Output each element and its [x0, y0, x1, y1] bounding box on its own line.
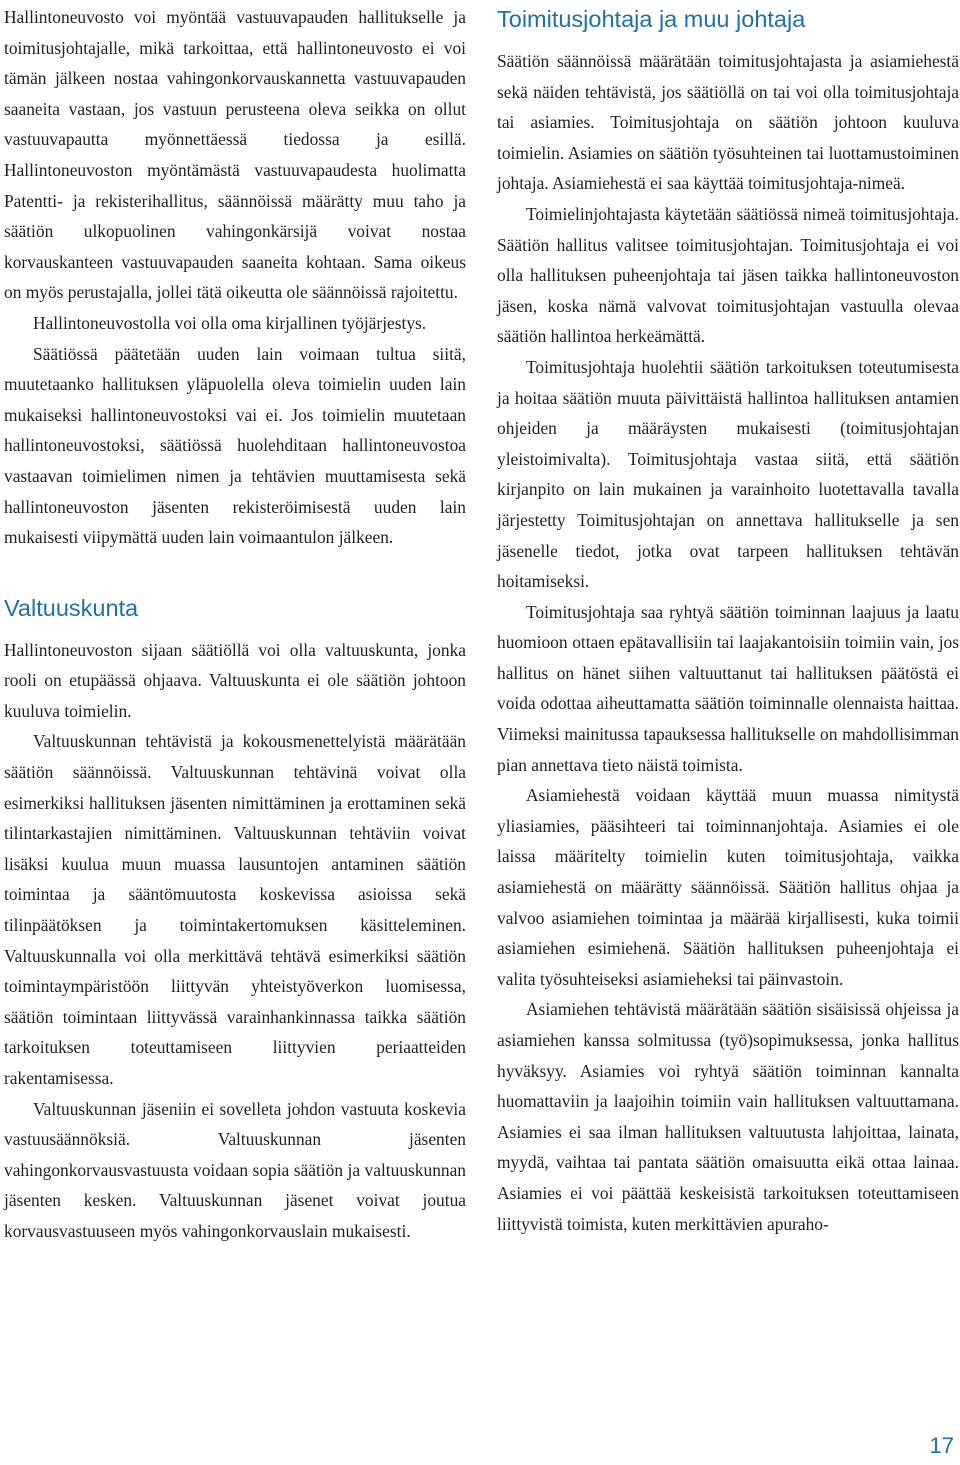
left-column: [4, 2, 466, 1247]
paragraph: Hallintoneuvosto voi myöntää vastuuvapauden hallitukselle ja toimitusjohtajalle, mikä tarkoittaa, että hallintoneuvosto ei voi tämän jälkeen nostaa vahingonkorvauskannetta vastuuvapauden saaneita vastaan, jos vastuun perusteena oleva seikka on ollut vastuuvapautta myönnettäessä tiedossa ja esillä. Hallintoneuvoston myöntämästä vastuuvapaudesta huolimatta Patentti- ja rekisterihallitus, säännöissä määrätty muu taho ja säätiön ulkopuolinen vahingonkärsijä voivat nostaa korvauskanteen vastuuvapauden saaneita kohtaan. Sama oikeus on myös perustajalla, jollei tätä oikeutta ole säännöissä rajoitettu.: [4, 7, 466, 303]
paragraph: Toimielinjohtajasta käytetään säätiössä nimeä toimitusjohtaja. Säätiön hallitus valitsee toimitusjohtajan. Toimitusjohtaja ei voi olla hallituksen puheenjohtaja tai jäsen taikka hallintoneuvoston jäsen, koska nämä valvovat toimitusjohtajan vastuulla olevaa säätiön hallintoa herkeämättä.: [497, 203, 959, 347]
paragraph: Hallintoneuvoston sijaan säätiöllä voi olla valtuuskunta, jonka rooli on etupäässä ohjaava. Valtuuskunta ei ole säätiön johtoon kuuluva toimielin.: [4, 639, 466, 721]
paragraph: Säätiössä päätetään uuden lain voimaan tultua siitä, muutetaanko hallituksen yläpuolella oleva toimielin uuden lain mukaiseksi hallintoneuvostoksi vai ei. Jos toimielin muutetaan hallintoneuvostoksi, säätiössä huolehditaan hallintoneuvostoa vastaavan toimielimen nimen ja tehtävien muuttamisesta sekä hallintoneuvoston jäsenten rekisteröimisestä uuden lain mukaisesti viipymättä uuden lain voimaantulon jälkeen.: [4, 343, 466, 548]
paragraph: Hallintoneuvostolla voi olla oma kirjallinen työjärjestys.: [33, 312, 427, 333]
paragraph: Valtuuskunnan jäseniin ei sovelleta johdon vastuuta koskevia vastuusäännöksiä. Valtuuskunnan jäsenten vahingonkorvausvastuusta voidaan sopia säätiön ja valtuuskunnan jäsenten kesken. Valtuuskunnan jäsenet voivat joutua korvausvastuuseen myös vahingonkorvauslain mukaisesti.: [4, 1098, 466, 1241]
paragraph: Säätiön säännöissä määrätään toimitusjohtajasta ja asiamiehestä sekä näiden tehtävistä, jos säätiöllä on tai voi olla toimitusjohtaja tai asiamies. Toimitusjohtaja on säätiön johtoon kuuluva toimielin. Asiamies on säätiön työsuhteinen tai luottamustoiminen johtaja. Asiamiehestä ei saa käyttää toimitusjohtaja-nimeä.: [497, 51, 959, 194]
paragraph: Asiamiehestä voidaan käyttää muun muassa nimitystä yliasiamies, pääsihteeri tai toiminnanjohtaja. Asiamies ei ole laissa määritelty toimielin kuten toimitusjohtaja, vaikka asiamiehestä on määrätty säännöissä. Säätiön hallitus ohjaa ja valvoo asiamiehen toimintaa ja määrää kirjallisesti, kuka toimii asiamiehen esimiehenä. Säätiön hallituksen puheenjohtaja ei valita työsuhteiseksi asiamieheksi tai päinvastoin.: [497, 785, 959, 989]
section-heading-valtuuskunta: Valtuuskunta: [4, 594, 139, 621]
paragraph: Asiamiehen tehtävistä määrätään säätiön sisäisissä ohjeissa ja asiamiehen kanssa solmitussa (työ)sopimuksessa, jonka hallitus hyväksyy. Asiamies voi ryhtyä säätiön toiminnan kannalta huomattaviin ja laajoihin toimiin vain hallituksen valtuuttamana. Asiamies ei saa ilman hallituksen valtuutusta lahjoittaa, lainata, myydä, vaihtaa tai pantata säätiön omaisuutta eikä ottaa lainaa. Asiamies ei voi päättää keskeisistä tarkoituksen toteuttamiseen liittyvistä toimista, kuten merkittävien apuraho-: [497, 999, 959, 1234]
paragraph: Toimitusjohtaja saa ryhtyä säätiön toiminnan laajuus ja laatu huomioon ottaen epätavallisiin tai laajakantoisiin toimiin vain, jos hallitus on hänet siihen valtuuttanut tai hallituksen päätöstä ei voida odottaa aiheuttamatta säätiön toiminnalle olennaista haittaa. Viimeksi mainitussa tapauksessa hallitukselle on mahdollisimman pian annettava tieto näistä toimista.: [497, 601, 959, 775]
section-heading-toimitusjohtaja: Toimitusjohtaja ja muu johtaja: [497, 6, 806, 32]
right-column: [497, 4, 959, 1239]
paragraph: Toimitusjohtaja huolehtii säätiön tarkoituksen toteutumisesta ja hoitaa säätiön muuta päivittäistä hallintoa hallituksen antamien ohjeiden ja määräysten mukaisesti (toimitusjohtajan yleistoimivalta). Toimitusjohtaja vastaa siitä, että säätiön kirjanpito on lain mukainen ja varainhoito luotettavalla tavalla järjestetty Toimitusjohtajan on annettava hallitukselle ja sen jäsenelle tiedot, jotka ovat tarpeen hallituksen tehtävän hoitamiseksi.: [497, 356, 959, 592]
page-number: 17: [929, 1433, 954, 1458]
paragraph: Valtuuskunnan tehtävistä ja kokousmenettelyistä määrätään säätiön säännöissä. Valtuuskunnan tehtävinä voivat olla esimerkiksi hallituksen jäsenten nimittäminen ja erottaminen sekä tilintarkastajien nimittäminen. Valtuuskunnan tehtäviin voivat lisäksi kuulua muun muassa lausuntojen antaminen säätiön toimintaa ja sääntömuutosta koskevissa asioissa sekä tilinpäätöksen ja toimintakertomuksen käsitteleminen. Valtuuskunnalla voi olla merkittävä tehtävä esimerkiksi säätiön toimintaympäristöön liittyvän yhteistyöverkon luomisessa, säätiön toimintaan liittyvässä varainhankinnassa taikka säätiön tarkoituksen toteuttamiseen liittyvien periaatteiden rakentamisessa.: [4, 731, 466, 1088]
